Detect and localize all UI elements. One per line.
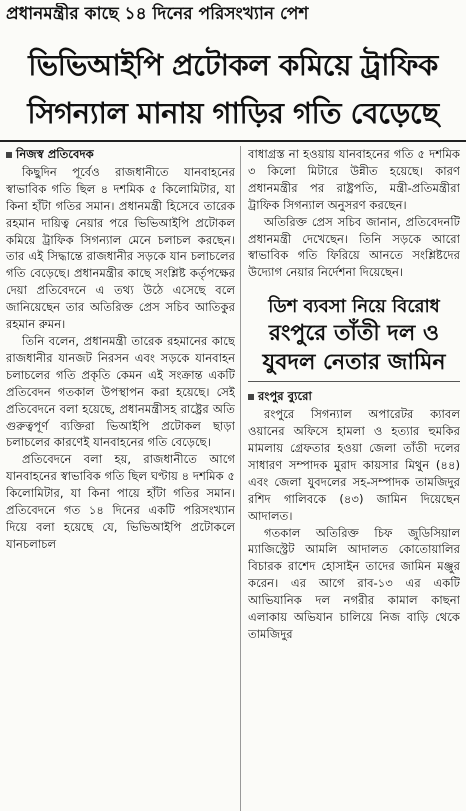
headline-rule <box>0 140 466 142</box>
second-article-header <box>248 295 460 382</box>
paragraph: অতিরিক্ত প্রেস সচিব জানান, প্রতিবেদনটি প্রধানমন্ত্রী দেখেছেন। তিনি সড়কে আরো স্বাভাবিক গতি ফিরিয়ে আনতে সংশ্লিষ্টদের উদ্যোগ নেয়ার নির্দেশনা দিয়েছেন। <box>248 214 460 280</box>
headline-line-1: ভিভিআইপি প্রটোকল কমিয়ে ট্রাফিক <box>28 48 438 82</box>
right-column <box>248 146 460 811</box>
paragraph: তিনি বলেন, প্রধানমন্ত্রী তারেক রহমানের কাছে রাজধানীর যানজট নিরসন এবং সড়কে যানবাহন চলাচলের গতি প্রকৃতি কেমন এই সংক্রান্ত একটি প্রতিবেদন গতকাল উপস্থাপন করা হয়েছে। সেই প্রতিবেদনে বলা হয়েছে, প্রধানমন্ত্রীসহ রাষ্ট্রের অতি গুরুত্বপূর্ণ ব্যক্তিরা ভিআইপি প্রটোকল ছাড়া চলাচলের কারণেই যানবাহনের গতি বেড়েছে। <box>6 333 235 450</box>
bullet-icon <box>6 152 12 158</box>
headline-line-2: সিগন্যাল মানায় গাড়ির গতি বেড়েছে <box>27 96 439 130</box>
column-divider <box>240 146 241 811</box>
paragraph: বাধাগ্রস্ত না হওয়ায় যানবাহনের গতি ৫ দশমিক ৩ কিলো মিটারে উন্নীত হয়েছে। কারণ প্রধানমন্ত্রীর পর রাষ্ট্রপতি, মন্ত্রী-প্রতিমন্ত্রীরা ট্রাফিক সিগন্যাল অনুসরণ করছেন। <box>248 147 460 212</box>
second-article-byline <box>248 388 460 405</box>
second-article-kicker: ডিশ ব্যবসা নিয়ে বিরোধ <box>268 296 440 318</box>
paragraph: প্রতিবেদনে বলা হয়, রাজধানীতে আগে যানবাহনের স্বাভাবিক গতি ছিল ঘণ্টায় ৪ দশমিক ৫ কিলোমিটার, যা কিনা পায়ে হাঁটা গতির সমান। প্রতিবেদনে গত ১৪ দিনের একটি পরিসংখ্যান দিয়ে বলা হয়েছে যে, ভিভিআইপি প্রটোকলে যানচলাচল <box>6 452 235 551</box>
second-byline-text: রংপুর ব্যুরো <box>258 389 312 404</box>
byline-text: নিজস্ব প্রতিবেদক <box>16 147 94 161</box>
paragraph: গতকাল অতিরিক্ত চিফ জুডিসিয়াল ম্যাজিস্ট্রেট আমলি আদালত কোতোয়ালির বিচারক রাশেদ হোসাইন তাদের জামিন মঞ্জুর করেন। এর আগে রাব-১৩ এর একটি আভিযানিক দল নগরীর কামাল কাছনা এলাকায় অভিযান চালিয়ে নিজ বাড়ি থেকে তামজিদুর <box>248 525 460 641</box>
paragraph: রংপুরে সিগন্যাল অপারেটর ক্যাবল ওয়ানের অফিসে হামলা ও হত্যার হুমকির মামলায় গ্রেফতার হওয়া জেলা তাঁতী দলের সাধারণ সম্পাদক মুরাদ কায়সার মিথুন (৪৪) এবং জেলা যুবদলের সহ-সম্পাদক তামজিদুর রশিদ গালিবকে (৪৩) জামিন দিয়েছেন আদালত। <box>248 407 460 523</box>
bullet-icon <box>248 394 254 400</box>
paragraph: কিছুদিন পূর্বেও রাজধানীতে যানবাহনের স্বাভাবিক গতি ছিল ৪ দশমিক ৫ কিলোমিটার, যা কিনা হাঁটা গতির সমান। প্রধানমন্ত্রী হিসেবে তারেক রহমান দায়িত্ব নেয়ার পরে ভিভিআইপি প্রটোকল কমিয়ে ট্রাফিক সিগন্যাল মেনে চলাচল করছেন। তার এই সিদ্ধান্তে রাজধানীর সড়কে যান চলাচলের গতি বেড়েছে। প্রধানমন্ত্রীর কাছে সংশ্লিষ্ট কর্তৃপক্ষের দেয়া প্রতিবেদনে এ তথ্য উঠে এসেছে বলে জানিয়েছেন তার অতিরিক্ত প্রেস সচিব আতিকুর রহমান রুমন। <box>6 164 235 332</box>
article-kicker: প্রধানমন্ত্রীর কাছে ১৪ দিনের পরিসংখ্যান পেশ <box>6 4 309 24</box>
second-article-rule <box>248 381 460 382</box>
byline <box>6 146 235 163</box>
second-article-headline: রংপুরে তাঁতী দল ও যুবদল নেতার জামিন <box>262 321 446 376</box>
left-column <box>6 146 235 811</box>
